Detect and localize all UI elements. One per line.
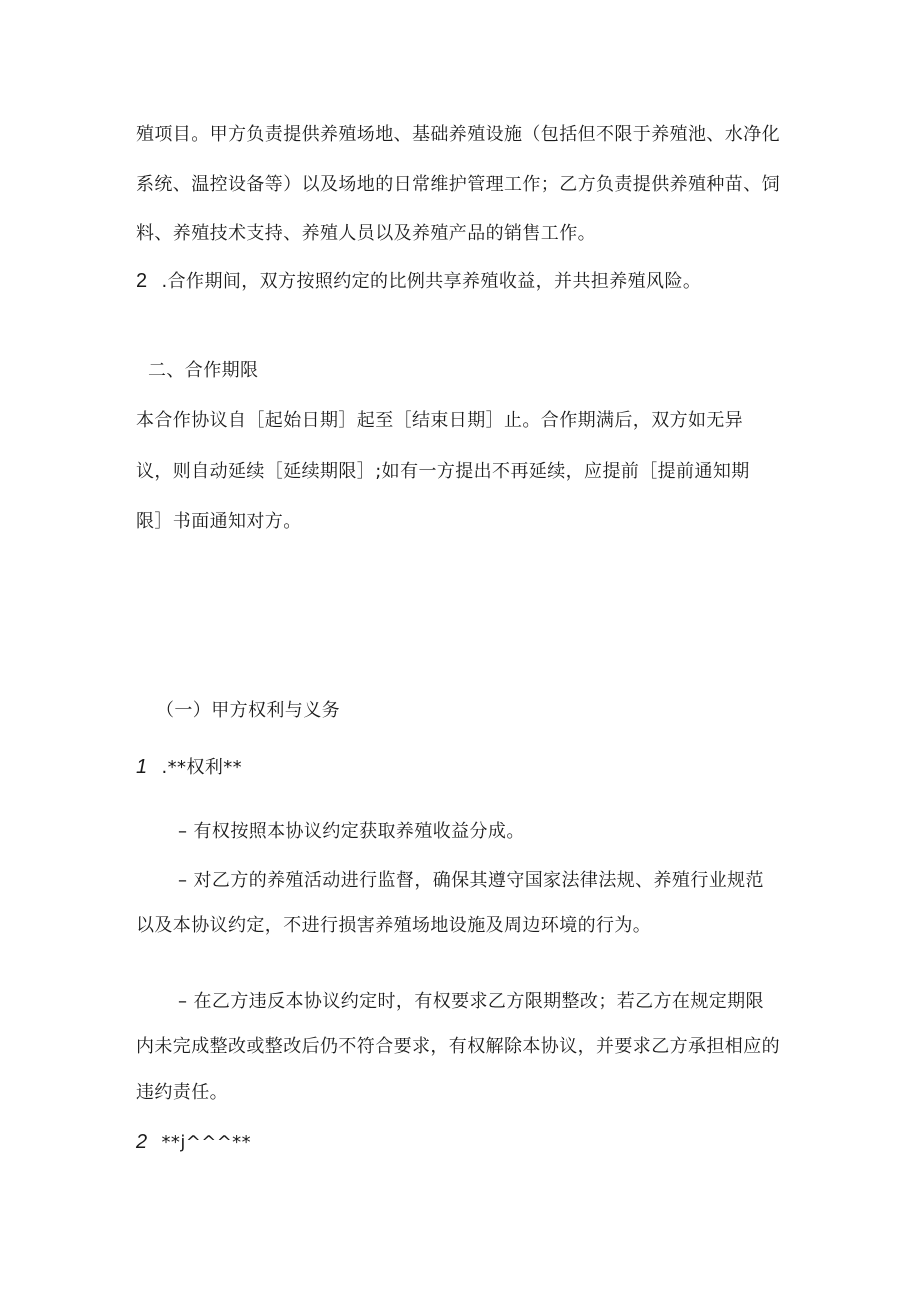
paragraph-line: 限］书面通知对方。 bbox=[136, 511, 302, 532]
list-text: .**权利** bbox=[161, 757, 243, 778]
paragraph-line: 料、养殖技术支持、养殖人员以及养殖产品的销售工作。 bbox=[136, 223, 596, 244]
list-number: 2 bbox=[136, 270, 148, 292]
paragraph-line: 殖项目。甲方负责提供养殖场地、基础养殖设施（包括但不限于养殖池、水净化 bbox=[136, 124, 780, 145]
list-text: **j^^^** bbox=[161, 1132, 251, 1153]
section-heading: 二、合作期限 bbox=[148, 360, 259, 381]
paragraph-line: 议，则自动延续［延续期限］;如有一方提出不再延续，应提前［提前通知期 bbox=[136, 461, 750, 482]
bullet-item: – 在乙方违反本协议约定时，有权要求乙方限期整改；若乙方在规定期限 bbox=[178, 991, 764, 1012]
bullet-item: – 有权按照本协议约定获取养殖收益分成。 bbox=[178, 821, 525, 842]
paragraph-line: 内未完成整改或整改后仍不符合要求，有权解除本协议，并要求乙方承担相应的 bbox=[136, 1036, 780, 1057]
list-number: 2 bbox=[136, 1131, 148, 1153]
list-number: 1 bbox=[136, 756, 148, 778]
subsection-heading: （一）甲方权利与义务 bbox=[156, 700, 340, 721]
paragraph-line: 系统、温控设备等）以及场地的日常维护管理工作；乙方负责提供养殖种苗、饲 bbox=[136, 174, 780, 195]
list-text: .合作期间，双方按照约定的比例共享养殖收益，并共担养殖风险。 bbox=[161, 271, 702, 292]
paragraph-line: 以及本协议约定，不进行损害养殖场地设施及周边环境的行为。 bbox=[136, 915, 652, 936]
paragraph-line: 本合作协议自［起始日期］起至［结束日期］止。合作期满后，双方如无异 bbox=[136, 410, 744, 431]
list-item-2 bbox=[136, 269, 701, 294]
paragraph-line: 违约责任。 bbox=[136, 1082, 228, 1103]
rights-label bbox=[136, 755, 242, 780]
bullet-item: – 对乙方的养殖活动进行监督，确保其遵守国家法律法规、养殖行业规范 bbox=[178, 870, 764, 891]
obligations-label bbox=[136, 1130, 251, 1155]
